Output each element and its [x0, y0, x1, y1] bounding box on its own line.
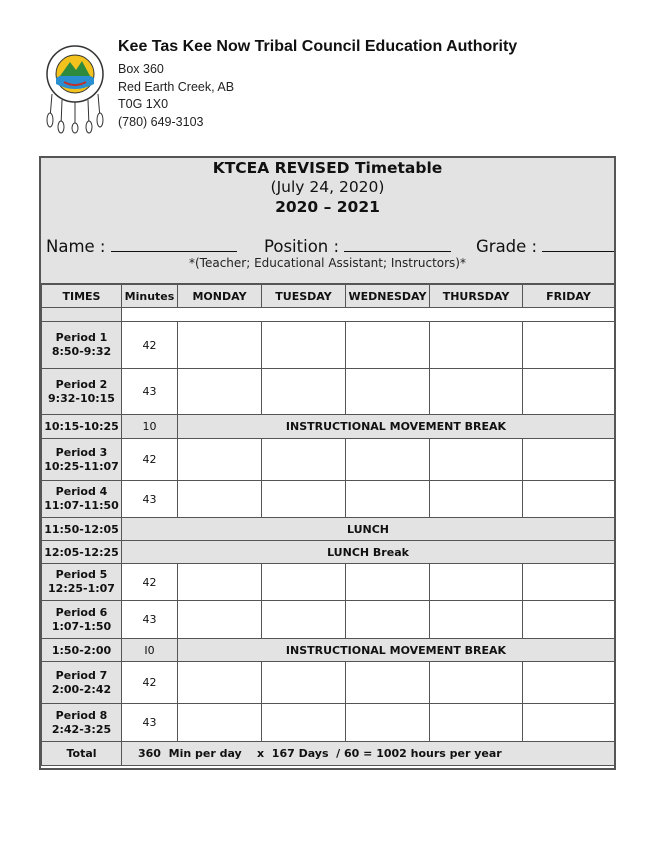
- minutes-cell: 42: [122, 662, 178, 704]
- break-label: INSTRUCTIONAL MOVEMENT BREAK: [178, 639, 615, 662]
- spacer-row: [42, 308, 615, 322]
- organization-info: [118, 38, 517, 131]
- wednesday-slot[interactable]: [346, 322, 430, 369]
- break-minutes: I0: [122, 639, 178, 662]
- lunch-label: LUNCH: [122, 518, 615, 541]
- friday-slot[interactable]: [523, 601, 615, 639]
- column-header: THURSDAY: [430, 285, 523, 308]
- break-row: [42, 415, 615, 439]
- tuesday-slot[interactable]: [262, 481, 346, 518]
- wednesday-slot[interactable]: [346, 369, 430, 415]
- thursday-slot[interactable]: [430, 704, 523, 742]
- thursday-slot[interactable]: [430, 564, 523, 601]
- tuesday-slot[interactable]: [262, 322, 346, 369]
- thursday-slot[interactable]: [430, 439, 523, 481]
- timetable-title: KTCEA REVISED Timetable: [212, 159, 443, 177]
- column-header: MONDAY: [178, 285, 262, 308]
- organization-name: Kee Tas Kee Now Tribal Council Education Authority: [118, 38, 518, 55]
- address-line: T0G 1X0: [118, 97, 169, 111]
- period-cell: Period 4 11:07-11:50: [42, 481, 122, 518]
- thursday-slot[interactable]: [430, 322, 523, 369]
- roles-note: *(Teacher; Educational Assistant; Instructors)*: [188, 256, 466, 270]
- period-cell: Period 8 2:42-3:25: [42, 704, 122, 742]
- wednesday-slot[interactable]: [346, 704, 430, 742]
- total-label: Total: [42, 742, 122, 766]
- grade-field[interactable]: [476, 237, 614, 256]
- thursday-slot[interactable]: [430, 369, 523, 415]
- thursday-slot[interactable]: [430, 662, 523, 704]
- position-blank[interactable]: [344, 237, 451, 252]
- period-cell: Period 5 12:25-1:07: [42, 564, 122, 601]
- timetable-header: [41, 158, 614, 284]
- period-cell: Period 2 9:32-10:15: [42, 369, 122, 415]
- minutes-cell: 43: [122, 481, 178, 518]
- table-row: [42, 322, 615, 369]
- friday-slot[interactable]: [523, 564, 615, 601]
- wednesday-slot[interactable]: [346, 564, 430, 601]
- monday-slot[interactable]: [178, 481, 262, 518]
- grade-blank[interactable]: [542, 237, 614, 252]
- spacer-cell: [42, 308, 122, 322]
- minutes-cell: 42: [122, 564, 178, 601]
- lunch-break-time: 12:05-12:25: [42, 541, 122, 564]
- name-field[interactable]: [46, 237, 237, 256]
- timetable-date: (July 24, 2020): [270, 178, 385, 196]
- column-header: FRIDAY: [523, 285, 615, 308]
- period-cell: Period 7 2:00-2:42: [42, 662, 122, 704]
- lunch-row: [42, 518, 615, 541]
- timetable: [39, 156, 616, 770]
- tuesday-slot[interactable]: [262, 439, 346, 481]
- monday-slot[interactable]: [178, 322, 262, 369]
- school-year: 2020 – 2021: [275, 198, 380, 216]
- address-line: Red Earth Creek, AB: [118, 79, 235, 94]
- minutes-cell: 43: [122, 369, 178, 415]
- friday-slot[interactable]: [523, 704, 615, 742]
- address-line: Box 360: [118, 62, 164, 76]
- letterhead: [40, 36, 640, 136]
- tuesday-slot[interactable]: [262, 704, 346, 742]
- period-cell: Period 1 8:50-9:32: [42, 322, 122, 369]
- table-row: [42, 704, 615, 742]
- column-header: TUESDAY: [262, 285, 346, 308]
- break-time: 10:15-10:25: [42, 415, 122, 439]
- lunch-break-label: LUNCH Break: [122, 541, 615, 564]
- spacer-cell: [122, 308, 615, 322]
- friday-slot[interactable]: [523, 481, 615, 518]
- table-row: [42, 601, 615, 639]
- friday-slot[interactable]: [523, 322, 615, 369]
- monday-slot[interactable]: [178, 704, 262, 742]
- period-cell: Period 3 10:25-11:07: [42, 439, 122, 481]
- thursday-slot[interactable]: [430, 481, 523, 518]
- friday-slot[interactable]: [523, 369, 615, 415]
- position-label: Position :: [264, 237, 340, 256]
- friday-slot[interactable]: [523, 662, 615, 704]
- friday-slot[interactable]: [523, 439, 615, 481]
- wednesday-slot[interactable]: [346, 662, 430, 704]
- table-row: [42, 439, 615, 481]
- break-minutes: 10: [122, 415, 178, 439]
- minutes-cell: 42: [122, 439, 178, 481]
- tuesday-slot[interactable]: [262, 564, 346, 601]
- total-row: [42, 742, 615, 766]
- monday-slot[interactable]: [178, 662, 262, 704]
- minutes-cell: 43: [122, 704, 178, 742]
- wednesday-slot[interactable]: [346, 481, 430, 518]
- table-row: [42, 564, 615, 601]
- wednesday-slot[interactable]: [346, 601, 430, 639]
- column-header: WEDNESDAY: [346, 285, 430, 308]
- monday-slot[interactable]: [178, 601, 262, 639]
- break-label: INSTRUCTIONAL MOVEMENT BREAK: [178, 415, 615, 439]
- name-blank[interactable]: [111, 237, 237, 252]
- table-row: [42, 369, 615, 415]
- education-authority-logo-icon: [40, 36, 110, 134]
- position-field[interactable]: [264, 237, 451, 256]
- phone-number: (780) 649-3103: [118, 114, 204, 129]
- table-row: [42, 662, 615, 704]
- header-row: [42, 285, 615, 308]
- wednesday-slot[interactable]: [346, 439, 430, 481]
- schedule-table: [41, 284, 615, 766]
- monday-slot[interactable]: [178, 439, 262, 481]
- break-time: 1:50-2:00: [42, 639, 122, 662]
- period-cell: Period 6 1:07-1:50: [42, 601, 122, 639]
- lunch-break-row: [42, 541, 615, 564]
- lunch-time: 11:50-12:05: [42, 518, 122, 541]
- monday-slot[interactable]: [178, 369, 262, 415]
- monday-slot[interactable]: [178, 564, 262, 601]
- tuesday-slot[interactable]: [262, 369, 346, 415]
- break-row: [42, 639, 615, 662]
- total-summary: 360 Min per day x 167 Days / 60 = 1002 hours per year: [122, 742, 615, 766]
- minutes-cell: 42: [122, 322, 178, 369]
- thursday-slot[interactable]: [430, 601, 523, 639]
- grade-label: Grade :: [476, 237, 538, 256]
- name-label: Name :: [46, 237, 106, 256]
- minutes-cell: 43: [122, 601, 178, 639]
- tuesday-slot[interactable]: [262, 662, 346, 704]
- tuesday-slot[interactable]: [262, 601, 346, 639]
- column-header: TIMES: [42, 285, 122, 308]
- table-row: [42, 481, 615, 518]
- column-header: Minutes: [122, 285, 178, 308]
